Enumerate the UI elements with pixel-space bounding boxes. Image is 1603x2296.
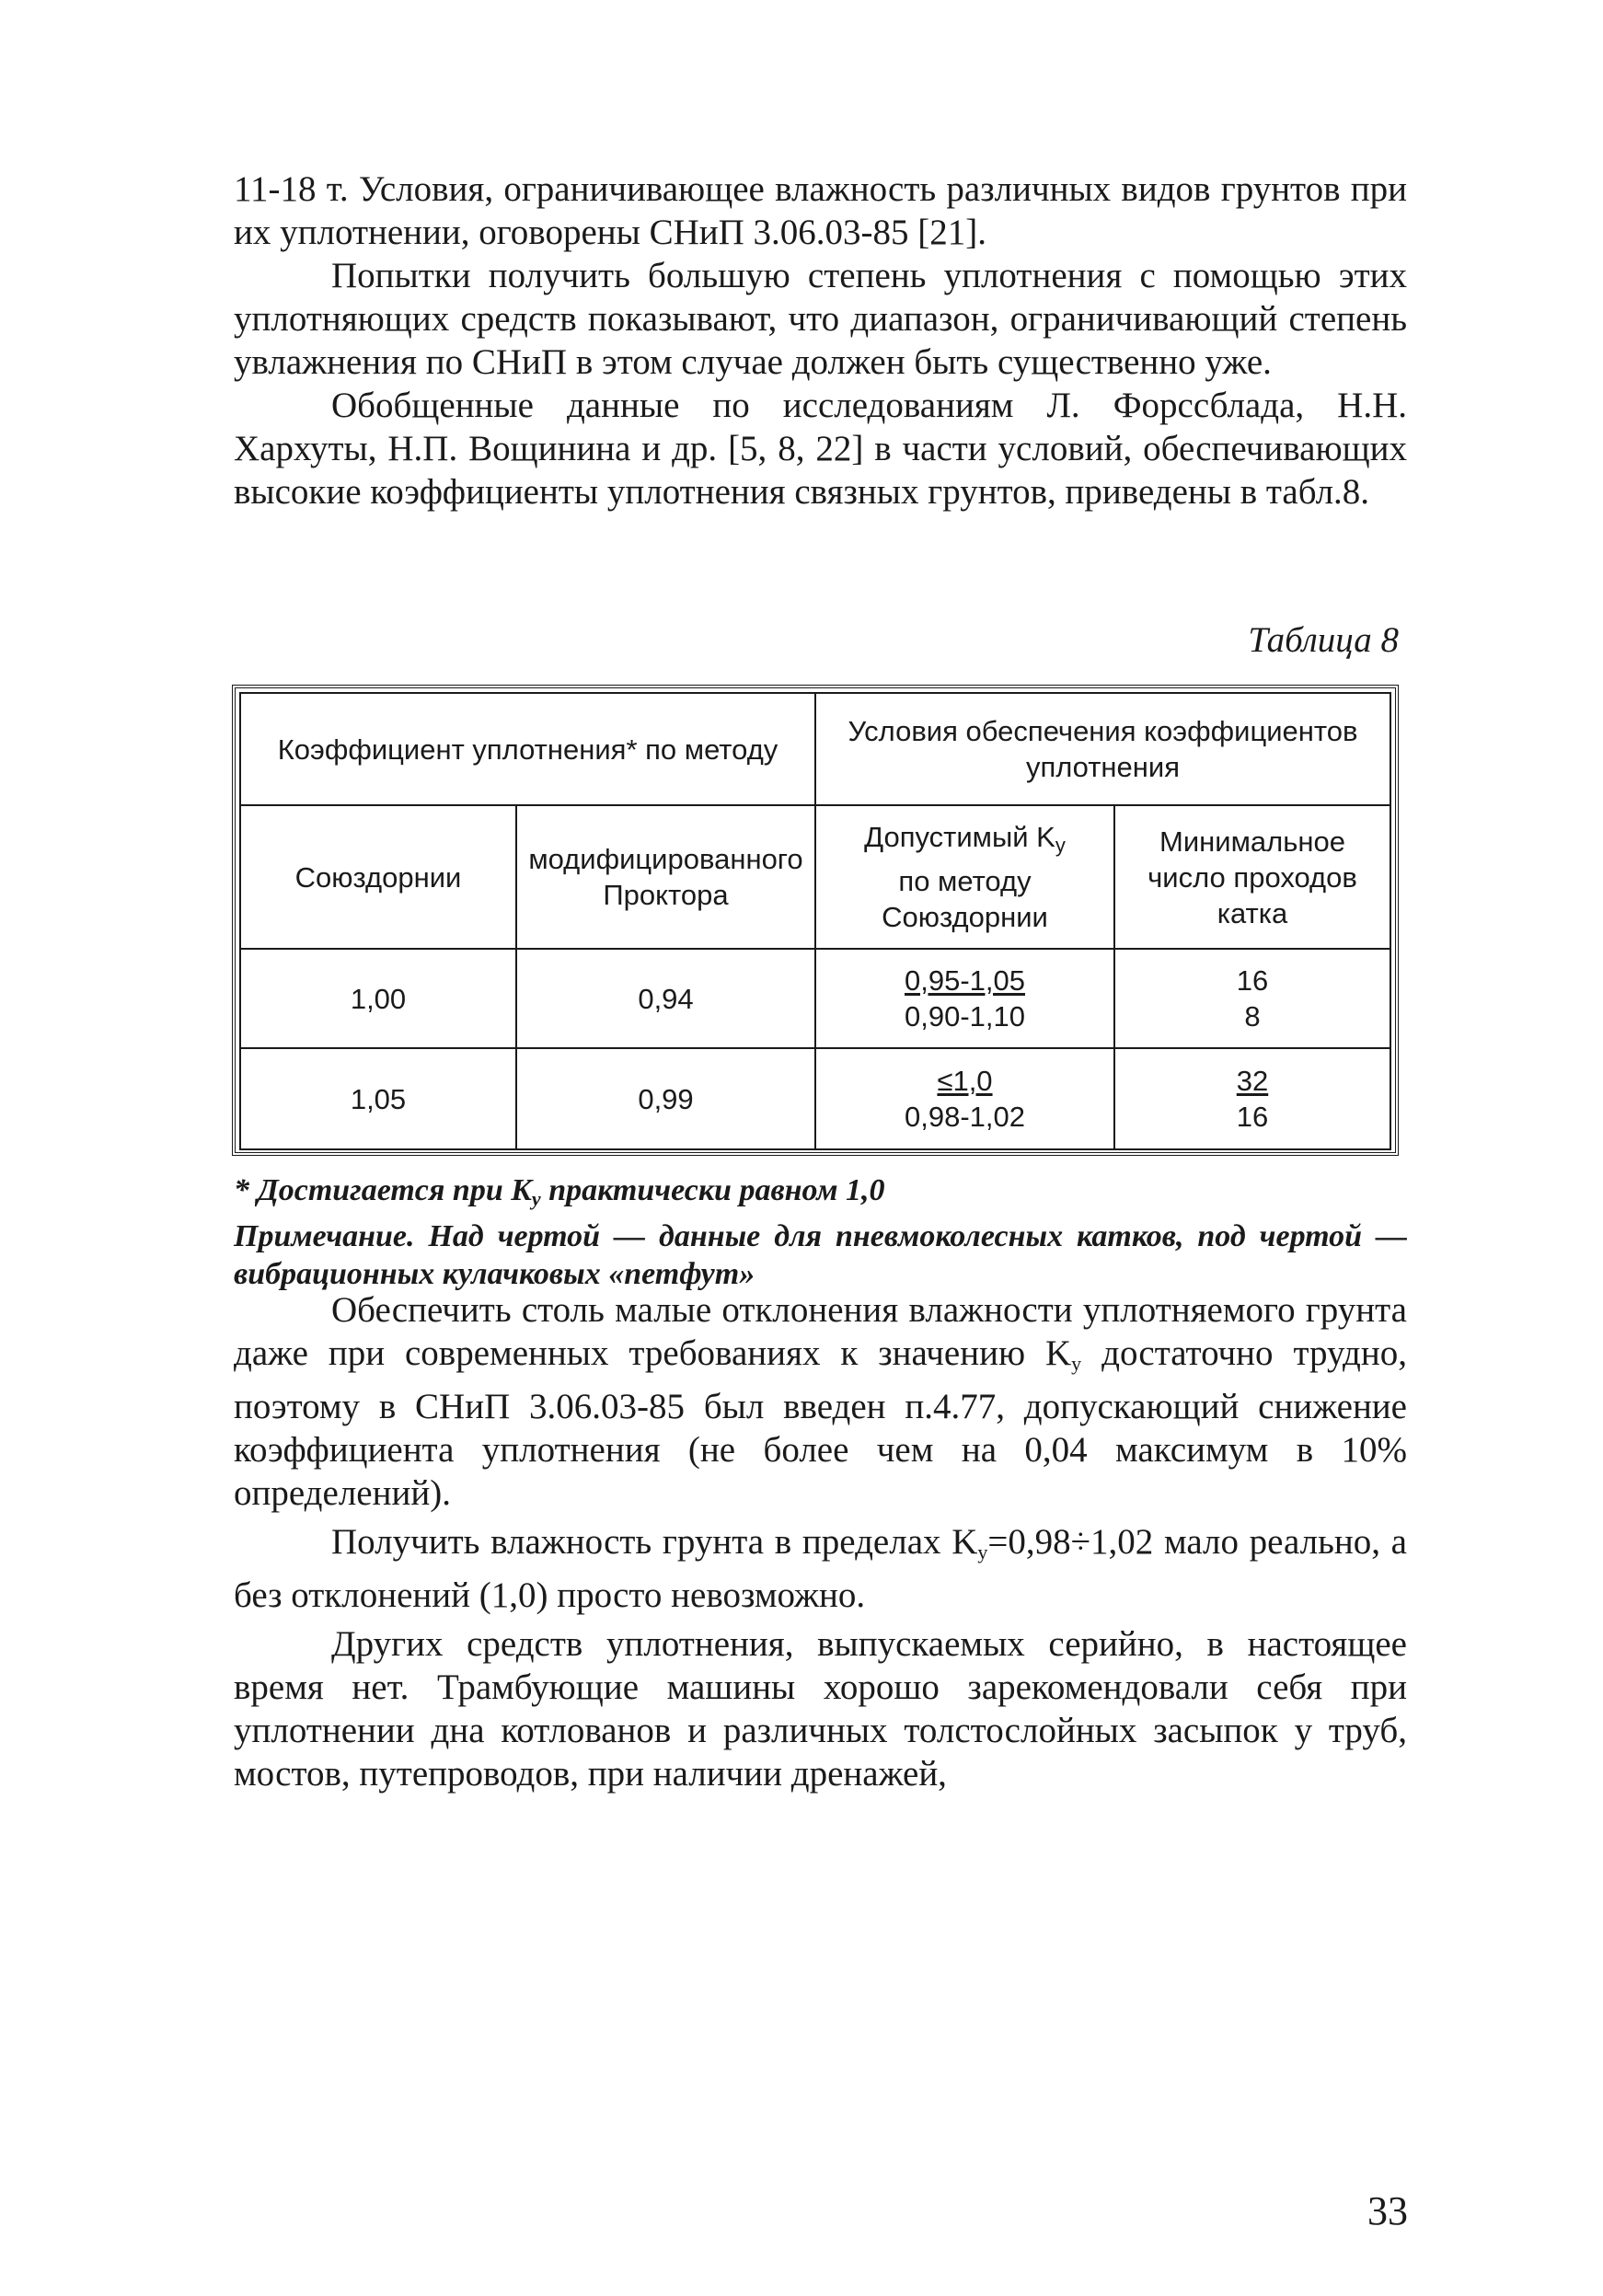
cell-min-passes: [1114, 949, 1390, 1048]
p2-part-a: Получить влажность грунта в пределах K: [331, 1522, 978, 1562]
paragraph-other-means: Других средств уплотнения, выпускаемых серийно, в настоящее время нет. Трамбующие машины хорошо зарекомендовали себя при уплотнении дна котлованов и различных толстослойных засыпок у труб, мостов, путепроводов, при наличии дренажей,: [234, 1624, 1407, 1794]
paragraph-moisture-range: [234, 1520, 1407, 1617]
table-footnote: [234, 1171, 1407, 1217]
footnote-sub: y: [531, 1187, 541, 1210]
table-caption: Таблица 8: [1248, 620, 1399, 660]
compaction-table: [239, 692, 1391, 1150]
cell-min-passes: [1114, 1048, 1390, 1149]
bottom-text-block: [234, 1288, 1407, 1795]
passes-pneumatic: 16: [1236, 964, 1269, 997]
header-modified-proctor: модифицированного Проктора: [516, 805, 815, 949]
paragraph-compaction-attempts: Попытки получить большую степень уплотнения с помощью этих уплотняющих средств показывают, что диапазон, ограничивающий степень увлажнения по СНиП в этом случае должен быть существенно уже.: [234, 256, 1407, 382]
top-text-block: [234, 167, 1407, 513]
cell-soyuzdornii: 1,05: [240, 1048, 516, 1149]
passes-vibratory: 16: [1236, 1101, 1269, 1133]
cell-proctor: 0,99: [516, 1048, 815, 1149]
table-remark: Примечание. Над чертой — данные для пневмоколесных катков, под чертой — вибрационных кулачковых «петфут»: [234, 1219, 1407, 1291]
header-soyuzdornii: Союздорнии: [240, 805, 516, 949]
allowed-ky-suffix: по методу Союздорнии: [882, 865, 1048, 933]
p2-sub: y: [977, 1540, 988, 1563]
p2-part-b: =0,98÷1,02 мало реально, а без отклонений (1,0) просто невозможно.: [234, 1522, 1407, 1615]
footnote-text: * Достигается при K: [234, 1173, 532, 1207]
cell-proctor: 0,94: [516, 949, 815, 1048]
header-min-passes: Минимальное число проходов катка: [1114, 805, 1390, 949]
paragraph-continuation: 11-18 т. Условия, ограничивающее влажность различных видов грунтов при их уплотнении, оговорены СНиП 3.06.03-85 [21].: [234, 169, 1407, 252]
ky-vibratory: 0,98-1,02: [905, 1101, 1025, 1133]
table-header-row-2: [240, 805, 1390, 949]
cell-allowed-ky: [815, 1048, 1114, 1149]
table-notes: [234, 1171, 1407, 1293]
cell-allowed-ky: [815, 949, 1114, 1048]
ky-pneumatic: ≤1,0: [937, 1065, 993, 1097]
table-row: [240, 1048, 1390, 1149]
allowed-ky-sub: y: [1055, 834, 1066, 857]
header-compaction-coefficient: Коэффициент уплотнения* по методу: [240, 693, 815, 805]
allowed-ky-prefix: Допустимый K: [864, 821, 1055, 853]
paragraph-generalized-data: Обобщенные данные по исследованиям Л. Форссблада, Н.Н. Хархуты, Н.П. Вощинина и др. [5, 8, 22] в части условий, обеспечивающих высокие коэффициенты уплотнения связных грунтов, приведены в табл.8.: [234, 386, 1407, 512]
page-number: 33: [1367, 2188, 1408, 2233]
p1-part-b: достаточно трудно, поэтому в СНиП 3.06.03-85 был введен п.4.77, допускающий снижение коэффициента уплотнения (не более чем на 0,04 максимум в 10% определений).: [234, 1333, 1407, 1513]
header-allowed-ky: [815, 805, 1114, 949]
passes-pneumatic: 32: [1236, 1065, 1269, 1097]
footnote-end: практически равном 1,0: [540, 1173, 885, 1207]
passes-vibratory: 8: [1244, 1000, 1261, 1033]
paragraph-deviations: [234, 1288, 1407, 1515]
ky-vibratory: 0,90-1,10: [905, 1000, 1025, 1033]
cell-soyuzdornii: 1,00: [240, 949, 516, 1048]
header-provision-conditions: Условия обеспечения коэффициентов уплотнения: [815, 693, 1390, 805]
table-row: [240, 949, 1390, 1048]
p1-part-a: Обеспечить столь малые отклонения влажности уплотняемого грунта даже при современных требованиях к значению K: [234, 1290, 1407, 1373]
p1-sub: y: [1071, 1352, 1082, 1375]
table-header-row-1: [240, 693, 1390, 805]
ky-pneumatic: 0,95-1,05: [905, 964, 1025, 997]
